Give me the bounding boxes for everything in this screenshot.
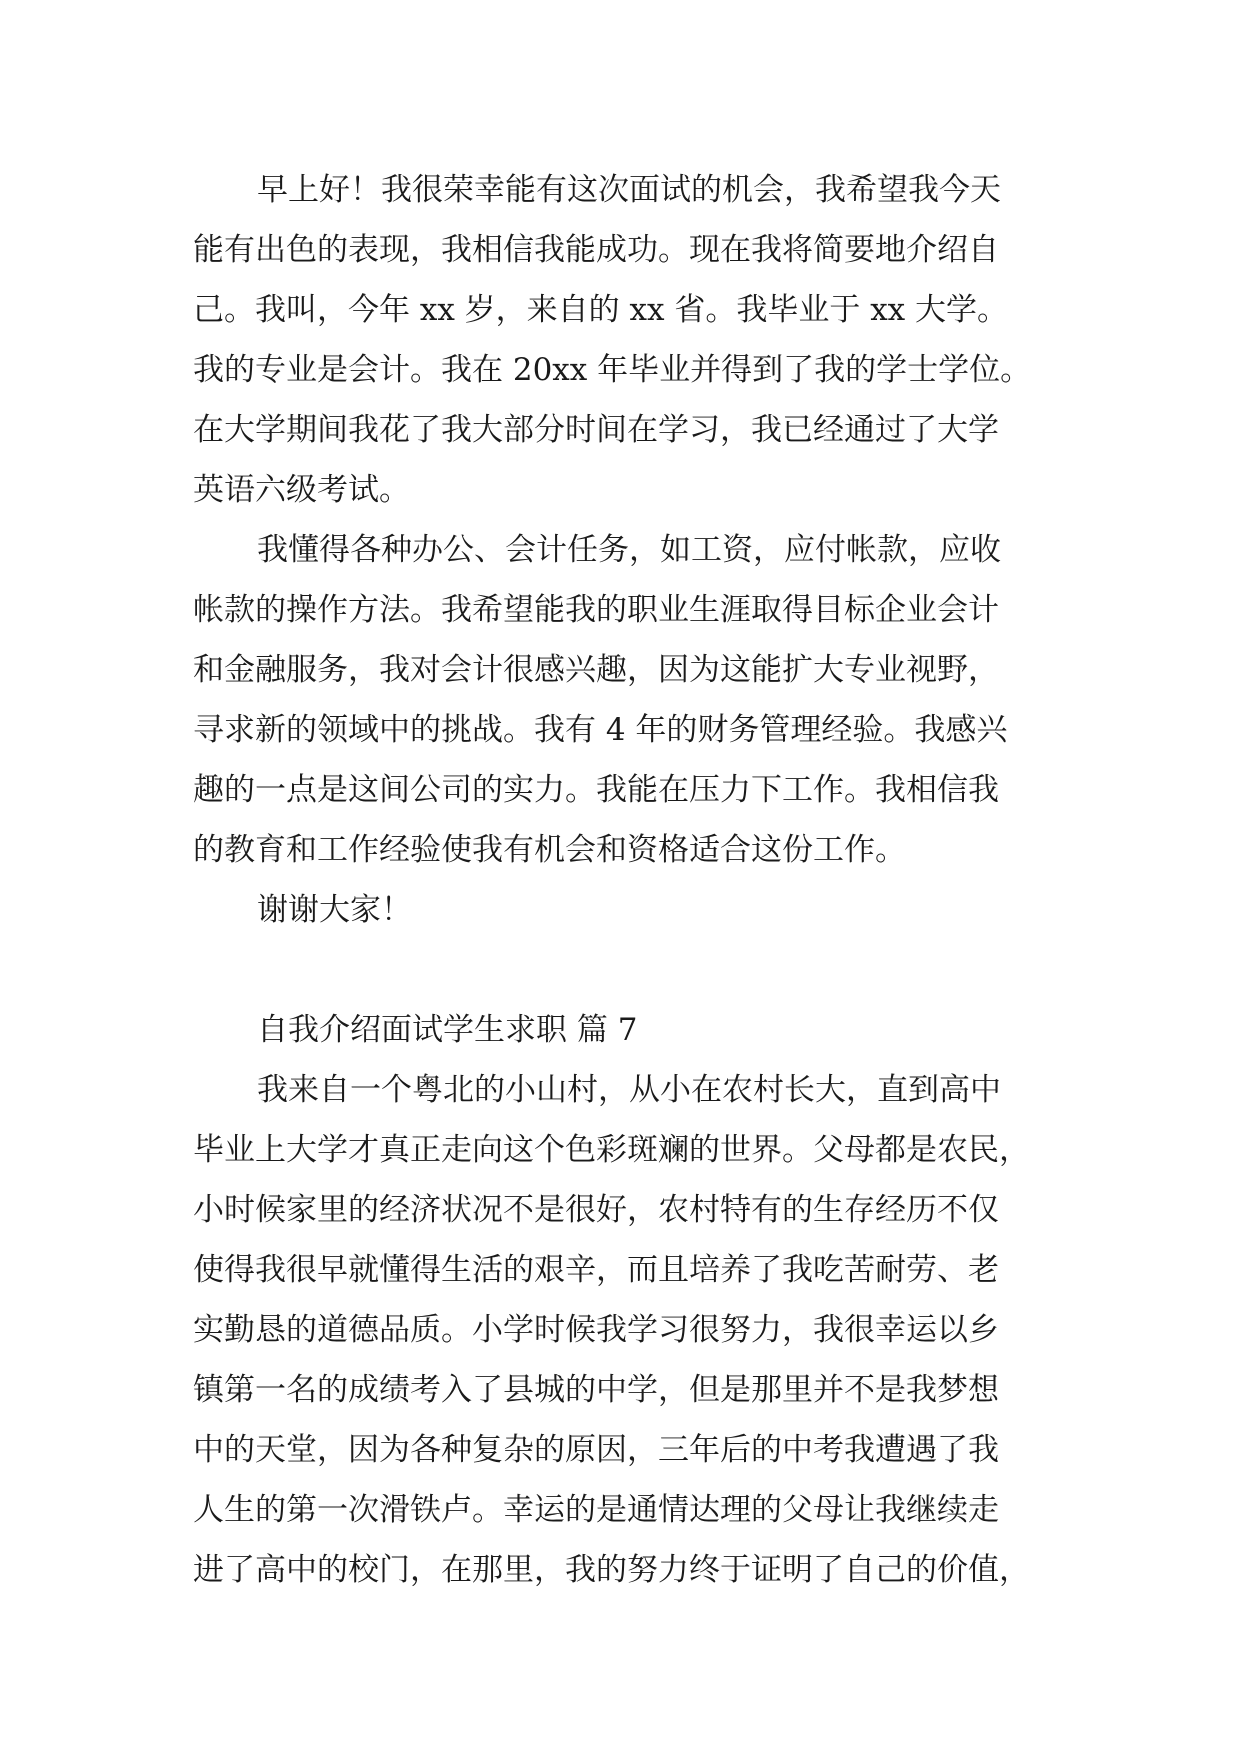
paragraph-skills: [193, 520, 1073, 880]
text-line: 进了高中的校门，在那里，我的努力终于证明了自己的价值，: [193, 1552, 1030, 1588]
text-line: 镇第一名的成绩考入了县城的中学，但是那里并不是我梦想: [193, 1372, 999, 1408]
text-line: 我来自一个粤北的小山村，从小在农村长大，直到高中: [257, 1072, 1001, 1108]
text-line: 帐款的操作方法。我希望能我的职业生涯取得目标企业会计: [193, 592, 999, 628]
text-line: 我懂得各种办公、会计任务，如工资，应付帐款，应收: [257, 532, 1001, 568]
section-heading: 自我介绍面试学生求职 篇 7: [257, 1012, 638, 1048]
text-line: 的教育和工作经验使我有机会和资格适合这份工作。: [193, 832, 906, 868]
text-line: 实勤恳的道德品质。小学时候我学习很努力，我很幸运以乡: [193, 1312, 999, 1348]
paragraph-greeting: [193, 160, 1073, 520]
paragraph-background: [193, 1060, 1073, 1600]
text-line: 和金融服务，我对会计很感兴趣，因为这能扩大专业视野，: [193, 652, 999, 688]
text-line: 寻求新的领域中的挑战。我有 4 年的财务管理经验。我感兴: [193, 712, 1008, 748]
text-line: 我的专业是会计。我在 20xx 年毕业并得到了我的学士学位。: [193, 352, 1032, 388]
paragraph-thanks: [193, 880, 1073, 940]
text-line: 己。我叫，今年 xx 岁，来自的 xx 省。我毕业于 xx 大学。: [193, 292, 1009, 328]
text-line: 使得我很早就懂得生活的艰辛，而且培养了我吃苦耐劳、老: [193, 1252, 999, 1288]
document-body: [193, 160, 1073, 1600]
text-line: 能有出色的表现，我相信我能成功。现在我将简要地介绍自: [193, 232, 999, 268]
text-line: 趣的一点是这间公司的实力。我能在压力下工作。我相信我: [193, 772, 999, 808]
text-line: 早上好！我很荣幸能有这次面试的机会，我希望我今天: [257, 172, 1001, 208]
text-line: 英语六级考试。: [193, 472, 410, 508]
text-line: 毕业上大学才真正走向这个色彩斑斓的世界。父母都是农民，: [193, 1132, 1030, 1168]
section-spacer: [193, 940, 1073, 1000]
text-line: 中的天堂，因为各种复杂的原因，三年后的中考我遭遇了我: [193, 1432, 999, 1468]
text-line: 小时候家里的经济状况不是很好，农村特有的生存经历不仅: [193, 1192, 999, 1228]
text-line: 谢谢大家！: [257, 892, 412, 928]
text-line: 人生的第一次滑铁卢。幸运的是通情达理的父母让我继续走: [193, 1492, 999, 1528]
text-line: 在大学期间我花了我大部分时间在学习，我已经通过了大学: [193, 412, 999, 448]
